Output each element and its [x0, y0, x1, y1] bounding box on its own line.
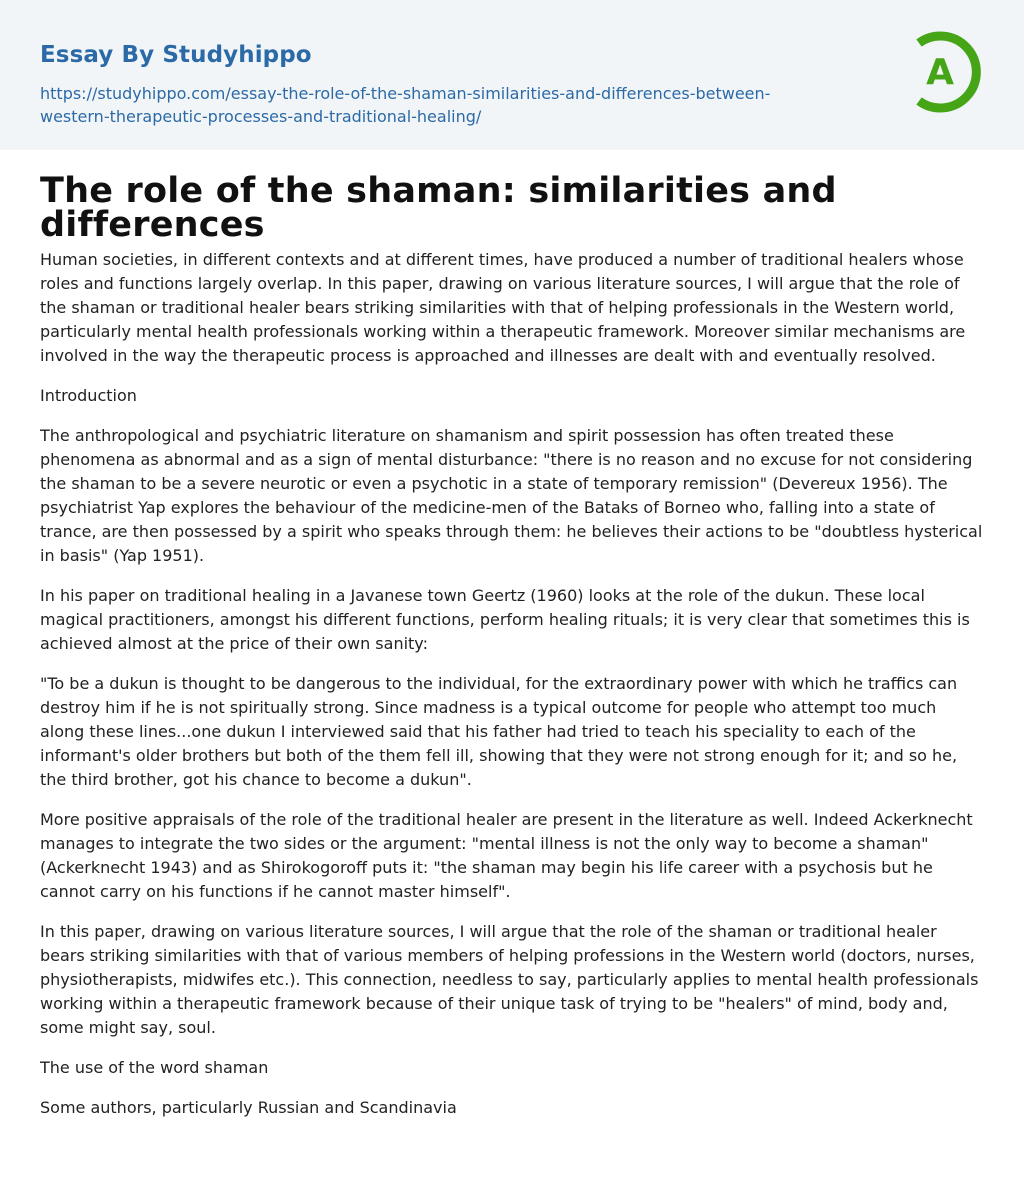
paragraph-truncated: Some authors, particularly Russian and Scandinavia: [40, 1098, 457, 1117]
article: [0, 171, 1024, 1120]
section-heading-introduction: Introduction: [40, 386, 137, 405]
paragraph-abstract: Human societies, in different contexts and at different times, have produced a number of traditional healers whose roles and functions largely overlap. In this paper, drawing on various literature sources, I will argue that the role of the shaman or traditional healer bears striking similarities with that of helping professionals in the Western world, particularly mental health professionals working within a therapeutic framework. Moreover similar mechanisms are involved in the way the therapeutic process is approached and illnesses are dealt with and eventually resolved.: [40, 250, 966, 365]
paragraph: In this paper, drawing on various literature sources, I will argue that the role of the shaman or traditional healer bears striking similarities with that of various members of helping professions in the Western world (doctors, nurses, physiotherapists, midwifes etc.). This connection, needless to say, particularly applies to mental health professionals working within a therapeutic framework because of their unique task of trying to be "healers" of mind, body and, some might say, soul.: [40, 922, 979, 1037]
paragraph: More positive appraisals of the role of the traditional healer are present in the literature as well. Indeed Ackerknecht manages to integrate the two sides or the argument: "mental illness is not the only way to become a shaman" (Ackerknecht 1943) and as Shirokogoroff puts it: "the shaman may begin his life career with a psychosis but he cannot carry on his functions if he cannot master himself".: [40, 810, 973, 901]
source-url-link[interactable]: [40, 82, 810, 128]
site-header: [0, 0, 1024, 150]
essay-title: The role of the shaman: similarities and differences: [40, 171, 837, 245]
paragraph: In his paper on traditional healing in a Javanese town Geertz (1960) looks at the role of the dukun. These local magical practitioners, amongst his different functions, perform healing rituals; it is very clear that sometimes this is achieved almost at the price of their own sanity:: [40, 586, 970, 653]
section-heading-word-shaman: The use of the word shaman: [40, 1058, 269, 1077]
site-brand[interactable]: Essay By Studyhippo: [40, 42, 312, 68]
paragraph: The anthropological and psychiatric literature on shamanism and spirit possession has often treated these phenomena as abnormal and as a sign of mental disturbance: "there is no reason and no excuse for not considering the shaman to be a severe neurotic or even a psychotic in a state of temporary remission" (Devereux 1956). The psychiatrist Yap explores the behaviour of the medicine-men of the Bataks of Borneo who, falling into a state of trance, are then possessed by a spirit who speaks through them: he believes their actions to be "doubtless hysterical in basis" (Yap 1951).: [40, 426, 983, 565]
block-quote-paragraph: "To be a dukun is thought to be dangerous to the individual, for the extraordinary power with which he traffics can destroy him if he is not spiritually strong. Since madness is a typical outcome for people who attempt too much along these lines...one dukun I interviewed said that his father had tried to teach his speciality to each of the informant's older brothers but both of the them fell ill, showing that they were not strong enough for it; and so he, the third brother, got his chance to become a dukun".: [40, 674, 958, 789]
logo-letter: A: [926, 52, 954, 93]
source-url-line-1: https://studyhippo.com/essay-the-role-of-the-shaman-similarities-and-differences-between-: [40, 84, 771, 103]
source-url-line-2: western-therapeutic-processes-and-traditional-healing/: [40, 107, 482, 126]
studyhippo-logo-icon[interactable]: [912, 28, 986, 116]
